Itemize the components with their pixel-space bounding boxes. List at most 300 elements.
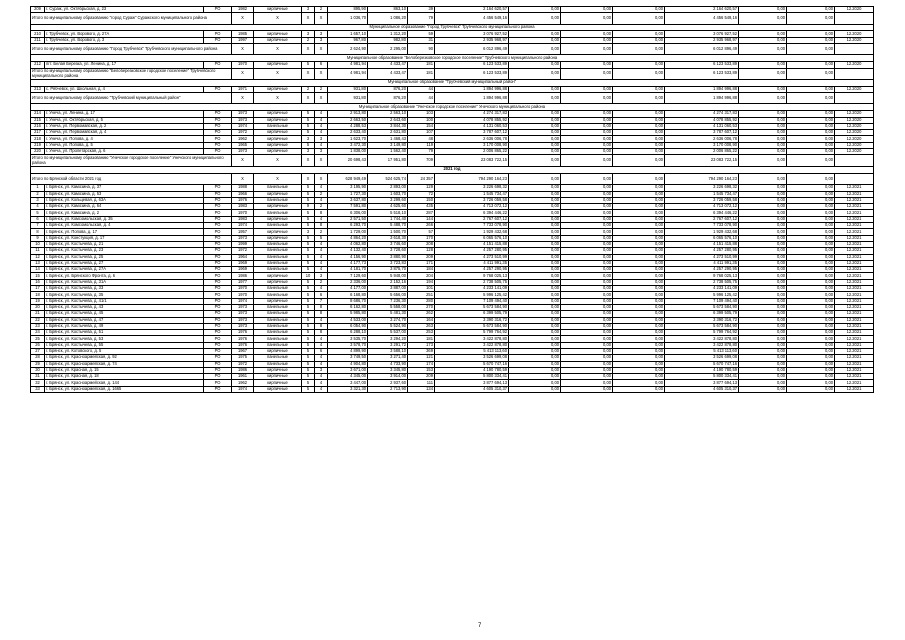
table-cell: 3 535,70 <box>328 336 368 342</box>
table-cell: 3 <box>302 136 315 142</box>
table-cell: 3 226 698,32 <box>435 185 509 191</box>
table-cell: 0,00 <box>787 223 835 229</box>
table-cell: 1976 <box>232 342 254 348</box>
table-cell: кирпичные <box>254 380 302 386</box>
table-cell: X <box>302 155 315 166</box>
table-cell: 3 787 607,12 <box>435 130 509 136</box>
table-cell: 0,00 <box>787 355 835 361</box>
table-cell: 0,00 <box>787 185 835 191</box>
table-cell: г. Брянск, ул. Брянского Фронта, д. 6 <box>45 273 204 279</box>
table-cell: 0,00 <box>509 349 561 355</box>
table-cell: 170 <box>408 235 435 241</box>
table-cell: 3 877 694,13 <box>665 380 739 386</box>
table-cell: 0,00 <box>787 31 835 37</box>
table-cell: РО <box>204 311 232 317</box>
table-cell: РО <box>204 361 232 367</box>
table-cell: кирпичные <box>254 273 302 279</box>
table-cell: 270 <box>408 304 435 310</box>
table-cell: кирпичные <box>254 216 302 222</box>
table-cell: 4 062,80 <box>328 241 368 247</box>
table-cell: РО <box>204 142 232 148</box>
table-cell: 19 <box>31 298 45 304</box>
table-cell: Муниципальное образование "Унечское городское поселение" Унечского муниципального района <box>31 104 874 111</box>
table-cell: 31 <box>31 374 45 380</box>
table-cell: 4 <box>315 374 328 380</box>
table-cell: 9 768 025,13 <box>435 273 509 279</box>
table-cell: 4 273 510,99 <box>665 254 739 260</box>
table-cell: 0,00 <box>787 44 835 55</box>
table-cell: 1957 <box>232 229 254 235</box>
table-cell: 0,00 <box>787 241 835 247</box>
table-cell: 4 <box>315 111 328 117</box>
table-cell: 1974 <box>232 223 254 229</box>
table-cell: 6 065 576,10 <box>435 235 509 241</box>
table-cell: 57 <box>408 229 435 235</box>
table-cell: 1976 <box>232 336 254 342</box>
table-cell: 287 <box>408 210 435 216</box>
table-cell: 5 <box>302 142 315 148</box>
municipality-header-row <box>31 24 874 31</box>
table-cell: 5 <box>302 323 315 329</box>
table-cell: 4 <box>315 380 328 386</box>
table-cell: 5 <box>302 254 315 260</box>
table-cell: 3 588,10 <box>368 349 408 355</box>
table-cell: 0,00 <box>561 44 613 55</box>
table-cell: 0,00 <box>739 210 787 216</box>
table-cell: 0,00 <box>739 267 787 273</box>
table-cell: 0,00 <box>561 254 613 260</box>
table-cell: 5 <box>302 191 315 197</box>
table-cell: 121 <box>408 355 435 361</box>
table-cell: пгт. Белая Березка, ул. Ленина, д. 17 <box>45 62 204 68</box>
table-cell: 0,00 <box>787 93 835 104</box>
table-cell: 0,00 <box>613 210 665 216</box>
table-cell: г. Брянск, ул. Костычева, д. 25 <box>45 254 204 260</box>
table-cell: 3 726 059,58 <box>435 197 509 203</box>
table-cell: 1 562,40 <box>368 149 408 155</box>
table-cell: 90 <box>408 44 435 55</box>
table-cell: 5 <box>302 292 315 298</box>
table-cell: 6 012 896,49 <box>435 44 509 55</box>
table-cell: 1 727,30 <box>328 191 368 197</box>
table-cell: 0,00 <box>613 149 665 155</box>
table-cell: 4 904,80 <box>328 361 368 367</box>
table-cell: 4 625,60 <box>368 204 408 210</box>
table-cell: 0,00 <box>613 361 665 367</box>
table-cell: г. Брянск, ул. Костычева, д. 21 <box>45 241 204 247</box>
table-cell: 0,00 <box>613 62 665 68</box>
table-cell: 2 767 607,12 <box>665 216 739 222</box>
table-cell: X <box>315 13 328 24</box>
table-cell: РО <box>204 267 232 273</box>
table-cell: 1 657,10 <box>328 31 368 37</box>
table-cell: г. Трубчевск, ул. Ворового, д. 3 <box>45 37 204 43</box>
table-cell: 5 985,80 <box>328 311 368 317</box>
table-cell: 0,00 <box>509 44 561 55</box>
table-cell: 0,00 <box>613 223 665 229</box>
table-cell: 5 673 584,90 <box>435 323 509 329</box>
table-cell: 4 <box>315 197 328 203</box>
table-cell: РО <box>204 330 232 336</box>
table-cell: 0,00 <box>613 241 665 247</box>
table-cell: 0,00 <box>561 155 613 166</box>
table-cell: 5 <box>302 304 315 310</box>
table-cell: 100 <box>408 117 435 123</box>
table-cell: 17 <box>31 286 45 292</box>
table-cell: 0,00 <box>561 330 613 336</box>
table-cell: 15 <box>31 273 45 279</box>
table-cell: 0,00 <box>787 323 835 329</box>
document-page <box>30 6 873 629</box>
municipality-total-row <box>31 68 874 79</box>
table-cell: 982,80 <box>368 37 408 43</box>
table-cell: г. Брянск, ул. Костычева, д. 33 <box>45 286 204 292</box>
table-cell: 3 294,20 <box>368 336 408 342</box>
table-cell: 1977 <box>232 279 254 285</box>
table-cell: 0,00 <box>613 229 665 235</box>
table-cell: 0,00 <box>739 7 787 13</box>
table-cell: г. Брянск, ул. Констукция, д. 17 <box>45 235 204 241</box>
table-cell: 3 526 699,08 <box>435 355 509 361</box>
table-cell: 4 733,90 <box>368 361 408 367</box>
table-cell: 4 <box>315 342 328 348</box>
table-cell: панельные <box>254 210 302 216</box>
table-cell: панельные <box>254 185 302 191</box>
table-cell: г. Брянск, ул. Красная, д. 15 <box>45 367 204 373</box>
table-body <box>31 7 874 393</box>
table-cell: РО <box>204 286 232 292</box>
table-cell: 1999 <box>232 241 254 247</box>
table-cell: X <box>232 93 254 104</box>
table-cell <box>835 93 874 104</box>
table-cell: 1 086,20 <box>368 13 408 24</box>
table-cell: 0,00 <box>509 62 561 68</box>
table-cell: 0,00 <box>613 235 665 241</box>
region-total-row <box>31 173 874 184</box>
table-cell: 4 <box>315 355 328 361</box>
table-cell: 0,00 <box>561 342 613 348</box>
table-cell: 10 <box>31 241 45 247</box>
table-cell: 0,00 <box>739 241 787 247</box>
table-cell: 3 671,00 <box>328 367 368 373</box>
table-cell: 0,00 <box>787 380 835 386</box>
table-cell: 4 899,90 <box>328 349 368 355</box>
table-cell: 8 <box>31 229 45 235</box>
table-cell: 0,00 <box>509 304 561 310</box>
table-cell: РО <box>204 380 232 386</box>
table-cell: 8 <box>315 311 328 317</box>
table-cell: 5 <box>302 241 315 247</box>
table-cell: Итого по муниципальному образованию "город Сураж" Суражского муниципального района <box>31 13 232 24</box>
table-cell: 0,00 <box>509 260 561 266</box>
table-cell: кирпичные <box>254 130 302 136</box>
table-cell: Итого по муниципальному образованию "Белоберезковское городское поселение" Трубчевского муниципального района <box>31 68 232 79</box>
table-cell: 0,00 <box>509 330 561 336</box>
table-cell: 0,00 <box>613 111 665 117</box>
table-cell: 3 447,00 <box>328 380 368 386</box>
table-cell: 0,00 <box>739 298 787 304</box>
table-cell: 0,00 <box>787 235 835 241</box>
table-cell: панельные <box>254 292 302 298</box>
table-cell: 0,00 <box>787 336 835 342</box>
table-cell: 1 <box>31 185 45 191</box>
table-cell: 1973 <box>232 235 254 241</box>
table-cell: 12.2021 <box>835 248 874 254</box>
table-cell: 2 893,00 <box>368 185 408 191</box>
table-cell: 16 <box>31 279 45 285</box>
table-cell: 4 274 317,83 <box>435 111 509 117</box>
table-cell: 0,00 <box>613 185 665 191</box>
table-cell: 0,00 <box>739 367 787 373</box>
table-cell <box>835 44 874 55</box>
table-cell: 14 <box>31 267 45 273</box>
table-cell: 4 <box>315 336 328 342</box>
table-cell: 0,00 <box>509 273 561 279</box>
table-cell: кирпичные <box>254 367 302 373</box>
table-cell: 0,00 <box>739 361 787 367</box>
table-cell: 0,00 <box>787 173 835 184</box>
table-cell: 0,00 <box>613 317 665 323</box>
page-number: 7 <box>478 623 482 629</box>
table-cell: панельные <box>254 323 302 329</box>
table-cell: 12.2021 <box>835 361 874 367</box>
table-cell: 0,00 <box>613 117 665 123</box>
table-cell: 4 411 991,35 <box>665 260 739 266</box>
table-cell: 0,00 <box>739 197 787 203</box>
table-cell: 6 394 446,22 <box>435 210 509 216</box>
municipality-total-row <box>31 13 874 24</box>
table-cell: 0,00 <box>509 374 561 380</box>
table-cell: 0,00 <box>509 254 561 260</box>
table-cell: 0,00 <box>739 342 787 348</box>
table-cell: 0,00 <box>787 311 835 317</box>
table-cell: РО <box>204 336 232 342</box>
table-cell: X <box>254 13 302 24</box>
table-cell: 5 <box>302 336 315 342</box>
table-cell: кирпичные <box>254 349 302 355</box>
table-cell: 253 <box>408 330 435 336</box>
table-cell: кирпичные <box>254 191 302 197</box>
table-cell: 5 <box>302 260 315 266</box>
table-cell: 0,00 <box>739 279 787 285</box>
table-cell: РО <box>204 111 232 117</box>
table-cell: 280 <box>408 298 435 304</box>
table-cell: 0,00 <box>561 204 613 210</box>
table-cell: 0,00 <box>509 241 561 247</box>
table-cell: 29 <box>31 361 45 367</box>
table-cell: Итого по муниципальному образованию "Трубчевский муниципальный район" <box>31 93 232 104</box>
table-cell: 3 578,70 <box>328 342 368 348</box>
table-cell: 0,00 <box>561 323 613 329</box>
table-cell: 0,00 <box>561 130 613 136</box>
table-cell: 0,00 <box>509 361 561 367</box>
table-cell: 4 981,94 <box>328 68 368 79</box>
table-cell: 1 545 734,47 <box>665 191 739 197</box>
table-cell: РО <box>204 248 232 254</box>
table-cell: РО <box>204 229 232 235</box>
table-cell: 22 <box>31 317 45 323</box>
table-cell: 0,00 <box>739 185 787 191</box>
table-cell: 0,00 <box>613 216 665 222</box>
table-cell: 44 <box>408 86 435 92</box>
table-cell: 144 <box>408 216 435 222</box>
table-cell: X <box>232 13 254 24</box>
table-cell: 12.2021 <box>835 197 874 203</box>
table-cell: 5 558,00 <box>368 304 408 310</box>
table-cell: 0,00 <box>739 355 787 361</box>
table-cell: 12.2021 <box>835 367 874 373</box>
table-cell: 0,00 <box>561 229 613 235</box>
table-cell: 5 670 747,16 <box>665 361 739 367</box>
table-cell: X <box>232 155 254 166</box>
table-cell: 2 767 607,12 <box>435 216 509 222</box>
table-cell: 4 456 549,16 <box>435 13 509 24</box>
table-cell: 12.2020 <box>835 123 874 129</box>
table-cell: 2 624,90 <box>328 44 368 55</box>
table-cell: 181 <box>408 62 435 68</box>
table-cell: 7 <box>315 298 328 304</box>
table-cell: 2 935 968,97 <box>435 37 509 43</box>
municipality-header-row <box>31 79 874 86</box>
table-cell: 3 299,60 <box>368 197 408 203</box>
table-cell: г. Брянск, ул. Комсомольская, д. 35 <box>45 216 204 222</box>
table-cell: 876,20 <box>368 93 408 104</box>
table-cell: РО <box>204 7 232 13</box>
table-cell: 6 394 446,22 <box>665 210 739 216</box>
table-cell: 6 399 505,79 <box>665 311 739 317</box>
table-cell: 218 <box>31 136 45 142</box>
table-cell: кирпичные <box>254 279 302 285</box>
table-cell: 2 295,00 <box>368 44 408 55</box>
table-cell: 0,00 <box>787 374 835 380</box>
table-cell: 194 <box>408 279 435 285</box>
table-cell: 12.2021 <box>835 260 874 266</box>
table-cell: 0,00 <box>509 185 561 191</box>
table-cell: г. Брянск, ул. Камозина, д. 53 <box>45 191 204 197</box>
table-cell: 4 605 310,37 <box>665 386 739 392</box>
table-cell: панельные <box>254 267 302 273</box>
table-cell: г. Брянск, ул. Костычева, д. 43 <box>45 304 204 310</box>
table-cell: 12.2021 <box>835 235 874 241</box>
table-cell: 8 <box>315 223 328 229</box>
table-cell: 5 413 113,60 <box>665 349 739 355</box>
table-cell: 2 <box>315 86 328 92</box>
table-cell: г. Брянск, ул. Котовского, д. 5 <box>45 349 204 355</box>
table-cell: 4 <box>315 123 328 129</box>
table-cell: 0,00 <box>561 149 613 155</box>
table-cell: 1973 <box>232 317 254 323</box>
table-cell: 1 744,40 <box>368 216 408 222</box>
table-cell: 0,00 <box>613 330 665 336</box>
table-cell: 0,00 <box>613 380 665 386</box>
table-cell: 0,00 <box>739 149 787 155</box>
table-cell: 0,00 <box>739 191 787 197</box>
table-cell: 2 <box>315 191 328 197</box>
table-cell: 0,00 <box>561 210 613 216</box>
table-cell: 208 <box>408 241 435 247</box>
table-cell: 0,00 <box>787 349 835 355</box>
table-cell: 4 345,00 <box>328 374 368 380</box>
table-cell: 1 929 432,68 <box>665 229 739 235</box>
table-cell: РО <box>204 241 232 247</box>
table-cell: кирпичные <box>254 31 302 37</box>
table-cell: 12.2020 <box>835 149 874 155</box>
table-cell: РО <box>204 235 232 241</box>
table-cell: 6 123 533,89 <box>665 62 739 68</box>
table-cell: 4 <box>315 241 328 247</box>
table-cell: 1973 <box>232 311 254 317</box>
table-cell: кирпичные <box>254 117 302 123</box>
table-cell: 20 698,43 <box>328 155 368 166</box>
table-cell: 9 <box>31 235 45 241</box>
table-cell: 11 <box>31 248 45 254</box>
table-cell: панельные <box>254 361 302 367</box>
table-cell: 2 738 505,75 <box>435 279 509 285</box>
table-cell: 216 <box>31 123 45 129</box>
table-cell: 0,00 <box>739 311 787 317</box>
table-cell: 4 <box>315 267 328 273</box>
table-cell: 5 948,00 <box>368 273 408 279</box>
table-cell: кирпичные <box>254 235 302 241</box>
table-cell: 6 123 533,89 <box>435 68 509 79</box>
table-cell: РО <box>204 117 232 123</box>
table-cell: 2 643,60 <box>368 117 408 123</box>
table-cell: 6 168,80 <box>328 292 368 298</box>
table-cell: 3 728,60 <box>368 248 408 254</box>
table-cell: 3 226 698,32 <box>665 185 739 191</box>
table-cell: 209 <box>408 254 435 260</box>
table-cell: г. Унеча, ул. Пролетарская, д. 6 <box>45 149 204 155</box>
table-cell: 12.2021 <box>835 323 874 329</box>
table-cell: 0,00 <box>739 142 787 148</box>
table-cell: 0,00 <box>613 311 665 317</box>
table-cell: 1973 <box>232 323 254 329</box>
table-cell: 4 131 060,53 <box>665 123 739 129</box>
table-cell: 2 571,50 <box>328 216 368 222</box>
table-cell: 12.2020 <box>835 62 874 68</box>
table-cell: 2 913,80 <box>328 111 368 117</box>
table-cell: 134 <box>408 386 435 392</box>
table-cell: 3 <box>315 31 328 37</box>
table-cell: 1982 <box>232 7 254 13</box>
table-cell: 6 399 505,79 <box>435 311 509 317</box>
table-cell: 5 <box>302 286 315 292</box>
table-cell: 0,00 <box>787 273 835 279</box>
table-cell: X <box>254 173 302 184</box>
table-cell: Муниципальное образование "Трубчевский муниципальный район" <box>31 79 874 86</box>
table-cell: 1966 <box>232 191 254 197</box>
table-cell: кирпичные <box>254 111 302 117</box>
table-cell: 1973 <box>232 149 254 155</box>
table-cell: РО <box>204 130 232 136</box>
table-cell: 4 156,90 <box>328 254 368 260</box>
table-cell: 12.2021 <box>835 380 874 386</box>
table-cell: 0,00 <box>561 62 613 68</box>
table-cell: X <box>302 13 315 24</box>
table-cell: 6 293,70 <box>328 223 368 229</box>
table-cell: 1976 <box>232 197 254 203</box>
table-cell: 12.2020 <box>835 117 874 123</box>
table-cell: 25 <box>31 336 45 342</box>
table-cell: 4 151 415,88 <box>435 241 509 247</box>
table-cell: 4 <box>315 254 328 260</box>
table-cell: 2 <box>302 37 315 43</box>
table-cell: 0,00 <box>787 317 835 323</box>
table-cell: 1 545 734,47 <box>435 191 509 197</box>
table-cell: 2 152,16 <box>368 279 408 285</box>
table-cell: 3 422 878,80 <box>665 342 739 348</box>
table-cell: 1973 <box>232 304 254 310</box>
